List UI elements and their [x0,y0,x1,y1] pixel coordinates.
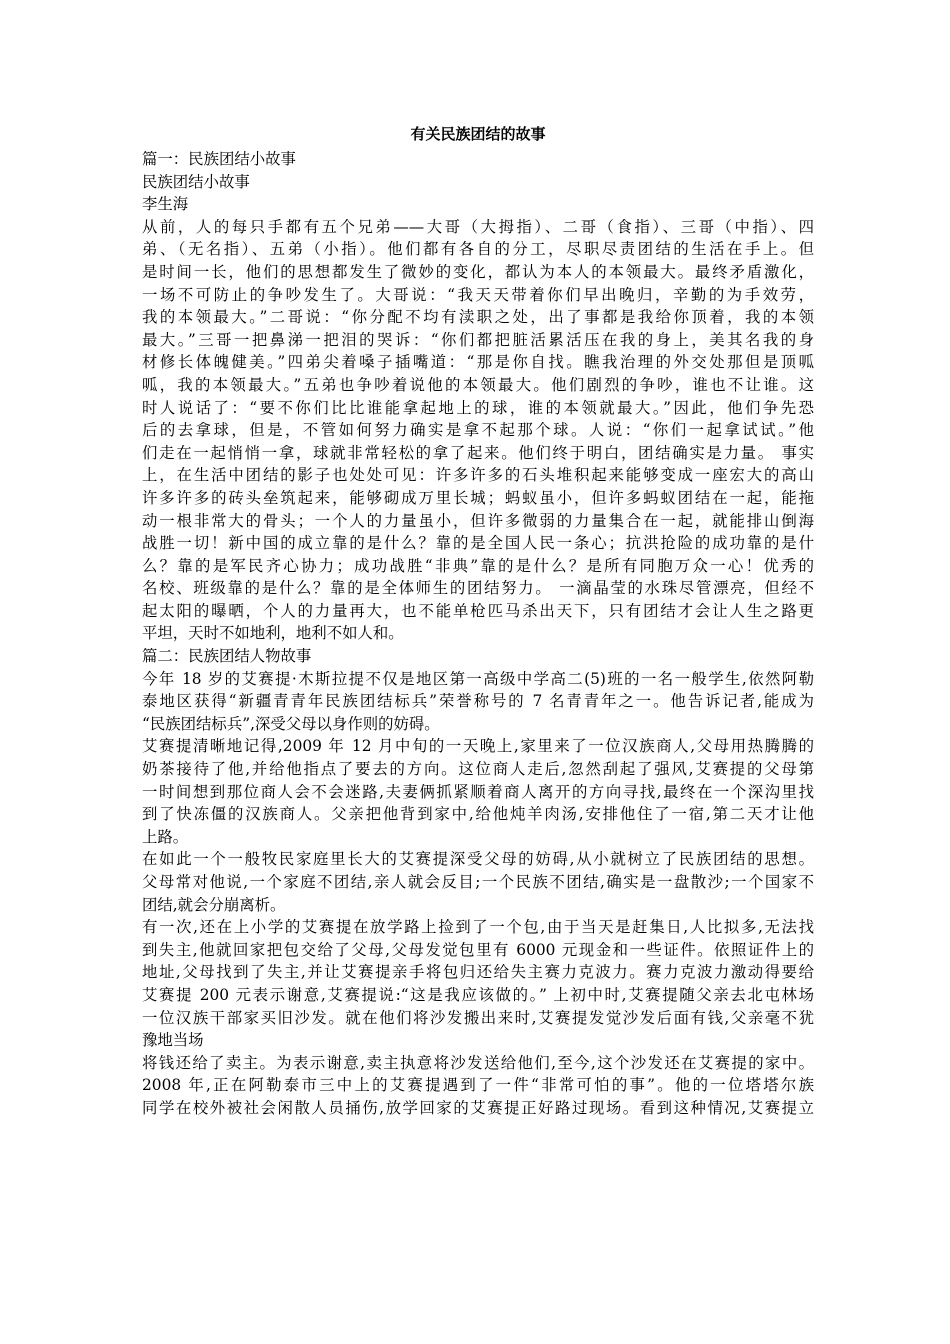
text-line: 到了快冻僵的汉族商人。父亲把他背到家中,给他炖羊肉汤,安排他住了一宿,第二天才让他 [142,805,814,824]
text-line: 奶茶接待了他,并给他指点了要去的方向。这位商人走后,忽然刮起了强风,艾赛提的父母第 [142,760,814,779]
text-line: 团结,就会分崩离析。 [142,895,286,914]
text-line: 是时间一长，他们的思想都发生了微妙的变化，都认为本人的本领最大。最终矛盾激化， [142,262,814,281]
text-line: 有一次,还在上小学的艾赛提在放学路上捡到了一个包,由于当天是赶集日,人比拟多,无法找 [142,918,814,937]
text-line: 弟、（无名指）、五弟（小指）。他们都有各自的分工，尽职尽责团结的生活在手上。但 [142,240,814,259]
text-line: 一场不可防止的争吵发生了。大哥说：“我天天带着你们早出晚归，辛勤的为手效劳， [142,285,814,304]
text-line: 一位汉族干部家买旧沙发。就在他们将沙发搬出来时,艾赛提发觉沙发后面有钱,父亲毫不犹 [142,1008,814,1027]
text-line: 一时间想到那位商人会不会迷路,夫妻俩抓紧顺着商人离开的方向寻找,最终在一个深沟里找 [142,782,814,801]
document-title: 有关民族团结的故事 [410,125,546,143]
document-page [142,124,814,1120]
text-line: 篇二：民族团结人物故事 [142,647,312,666]
text-line: 从前，人的每只手都有五个兄弟——大哥（大拇指）、二哥（食指）、三哥（中指）、四 [142,217,814,236]
text-line: 豫地当场 [142,1031,204,1050]
text-line: 同学在校外被社会闲散人员捅伤,放学回家的艾赛提正好路过现场。看到这种情况,艾赛提立 [142,1098,814,1117]
text-line: 许多许多的砖头垒筑起来，能够砌成万里长城；蚂蚁虽小，但许多蚂蚁团结在一起，能拖 [142,488,814,507]
text-line: 名校、班级靠的是什么？靠的是全体师生的团结努力。 一滴晶莹的水珠尽管漂亮，但经不 [142,579,814,598]
text-line: 时人说话了：“要不你们比比谁能拿起地上的球，谁的本领就最大。”因此，他们争先恐 [142,398,814,417]
text-line: 今年 18 岁的艾赛提·木斯拉提不仅是地区第一高级中学高二(5)班的一名一般学生,依然阿勒 [142,669,814,688]
text-line: 么？靠的是军民齐心协力；成功战胜“非典”靠的是什么？是所有同胞万众一心！优秀的 [142,556,814,575]
text-line: “民族团结标兵”,深受父母以身作则的妨碍。 [142,714,440,733]
text-line: 战胜一切！新中国的成立靠的是什么？靠的是全国人民一条心；抗洪抢险的成功靠的是什 [142,534,814,553]
document-body [142,148,814,1120]
text-line: 材修长体魄健美。”四弟尖着嗓子插嘴道：“那是你自找。瞧我治理的外交处那但是顶呱 [142,353,814,372]
text-line: 李生海 [142,195,189,214]
text-line: 地址,父母找到了失主,并让艾赛提亲手将包归还给失主赛力克波力。赛力克波力激动得要给 [142,963,814,982]
text-line: 篇一：民族团结小故事 [142,150,296,168]
text-line: 艾赛提 200 元表示谢意,艾赛提说:“这是我应该做的。” 上初中时,艾赛提随父亲去北屯林场 [142,985,814,1004]
text-line: 呱，我的本领最大。”五弟也争吵着说他的本领最大。他们剧烈的争吵，谁也不让谁。这 [142,375,814,394]
text-line: 我的本领最大。”二哥说：“你分配不均有渎职之处，出了事都是我给你顶着，我的本领 [142,308,814,327]
text-line: 们走在一起悄悄一拿，球就非常轻松的拿了起来。他们终于明白，团结确实是力量。 事实 [142,443,814,462]
text-line: 后的去拿球，但是，不管如何努力确实是拿不起那个球。人说：“你们一起拿试试。”他 [142,421,814,440]
text-line: 起太阳的曝晒，个人的力量再大，也不能单枪匹马杀出天下，只有团结才会让人生之路更 [142,601,814,620]
text-line: 父母常对他说,一个家庭不团结,亲人就会反目;一个民族不团结,确实是一盘散沙;一个国家不 [142,873,814,891]
text-line: 在如此一个一般牧民家庭里长大的艾赛提深受父母的妨碍,从小就树立了民族团结的思想。 [142,850,814,869]
text-line: 动一根非常大的骨头；一个人的力量虽小，但许多微弱的力量集合在一起，就能排山倒海 [142,511,814,530]
text-line: 最大。”三哥一把鼻涕一把泪的哭诉：“你们都把脏活累活压在我的身上，美其名我的身 [142,330,814,349]
text-line: 艾赛提清晰地记得,2009 年 12 月中旬的一天晚上,家里来了一位汉族商人,父母用热腾腾的 [142,737,814,756]
text-line: 上路。 [142,827,189,846]
text-line: 平坦，天时不如地利，地利不如人和。 [142,624,404,643]
text-line: 民族团结小故事 [142,172,250,191]
text-line: 到失主,他就回家把包交给了父母,父母发觉包里有 6000 元现金和一些证件。依照证件上的 [142,940,814,959]
text-line: 将钱还给了卖主。为表示谢意,卖主执意将沙发送给他们,至今,这个沙发还在艾赛提的家中。 [142,1053,814,1072]
text-line: 上，在生活中团结的影子也处处可见：许多许多的石头堆积起来能够变成一座宏大的高山 [142,466,814,485]
text-line: 泰地区获得“新疆青青年民族团结标兵”荣誉称号的 7 名青青年之一。他告诉记者,能成为 [142,692,814,711]
text-line: 2008 年,正在阿勒泰市三中上的艾赛提遇到了一件“非常可怕的事”。他的一位塔塔尔族 [142,1076,814,1095]
